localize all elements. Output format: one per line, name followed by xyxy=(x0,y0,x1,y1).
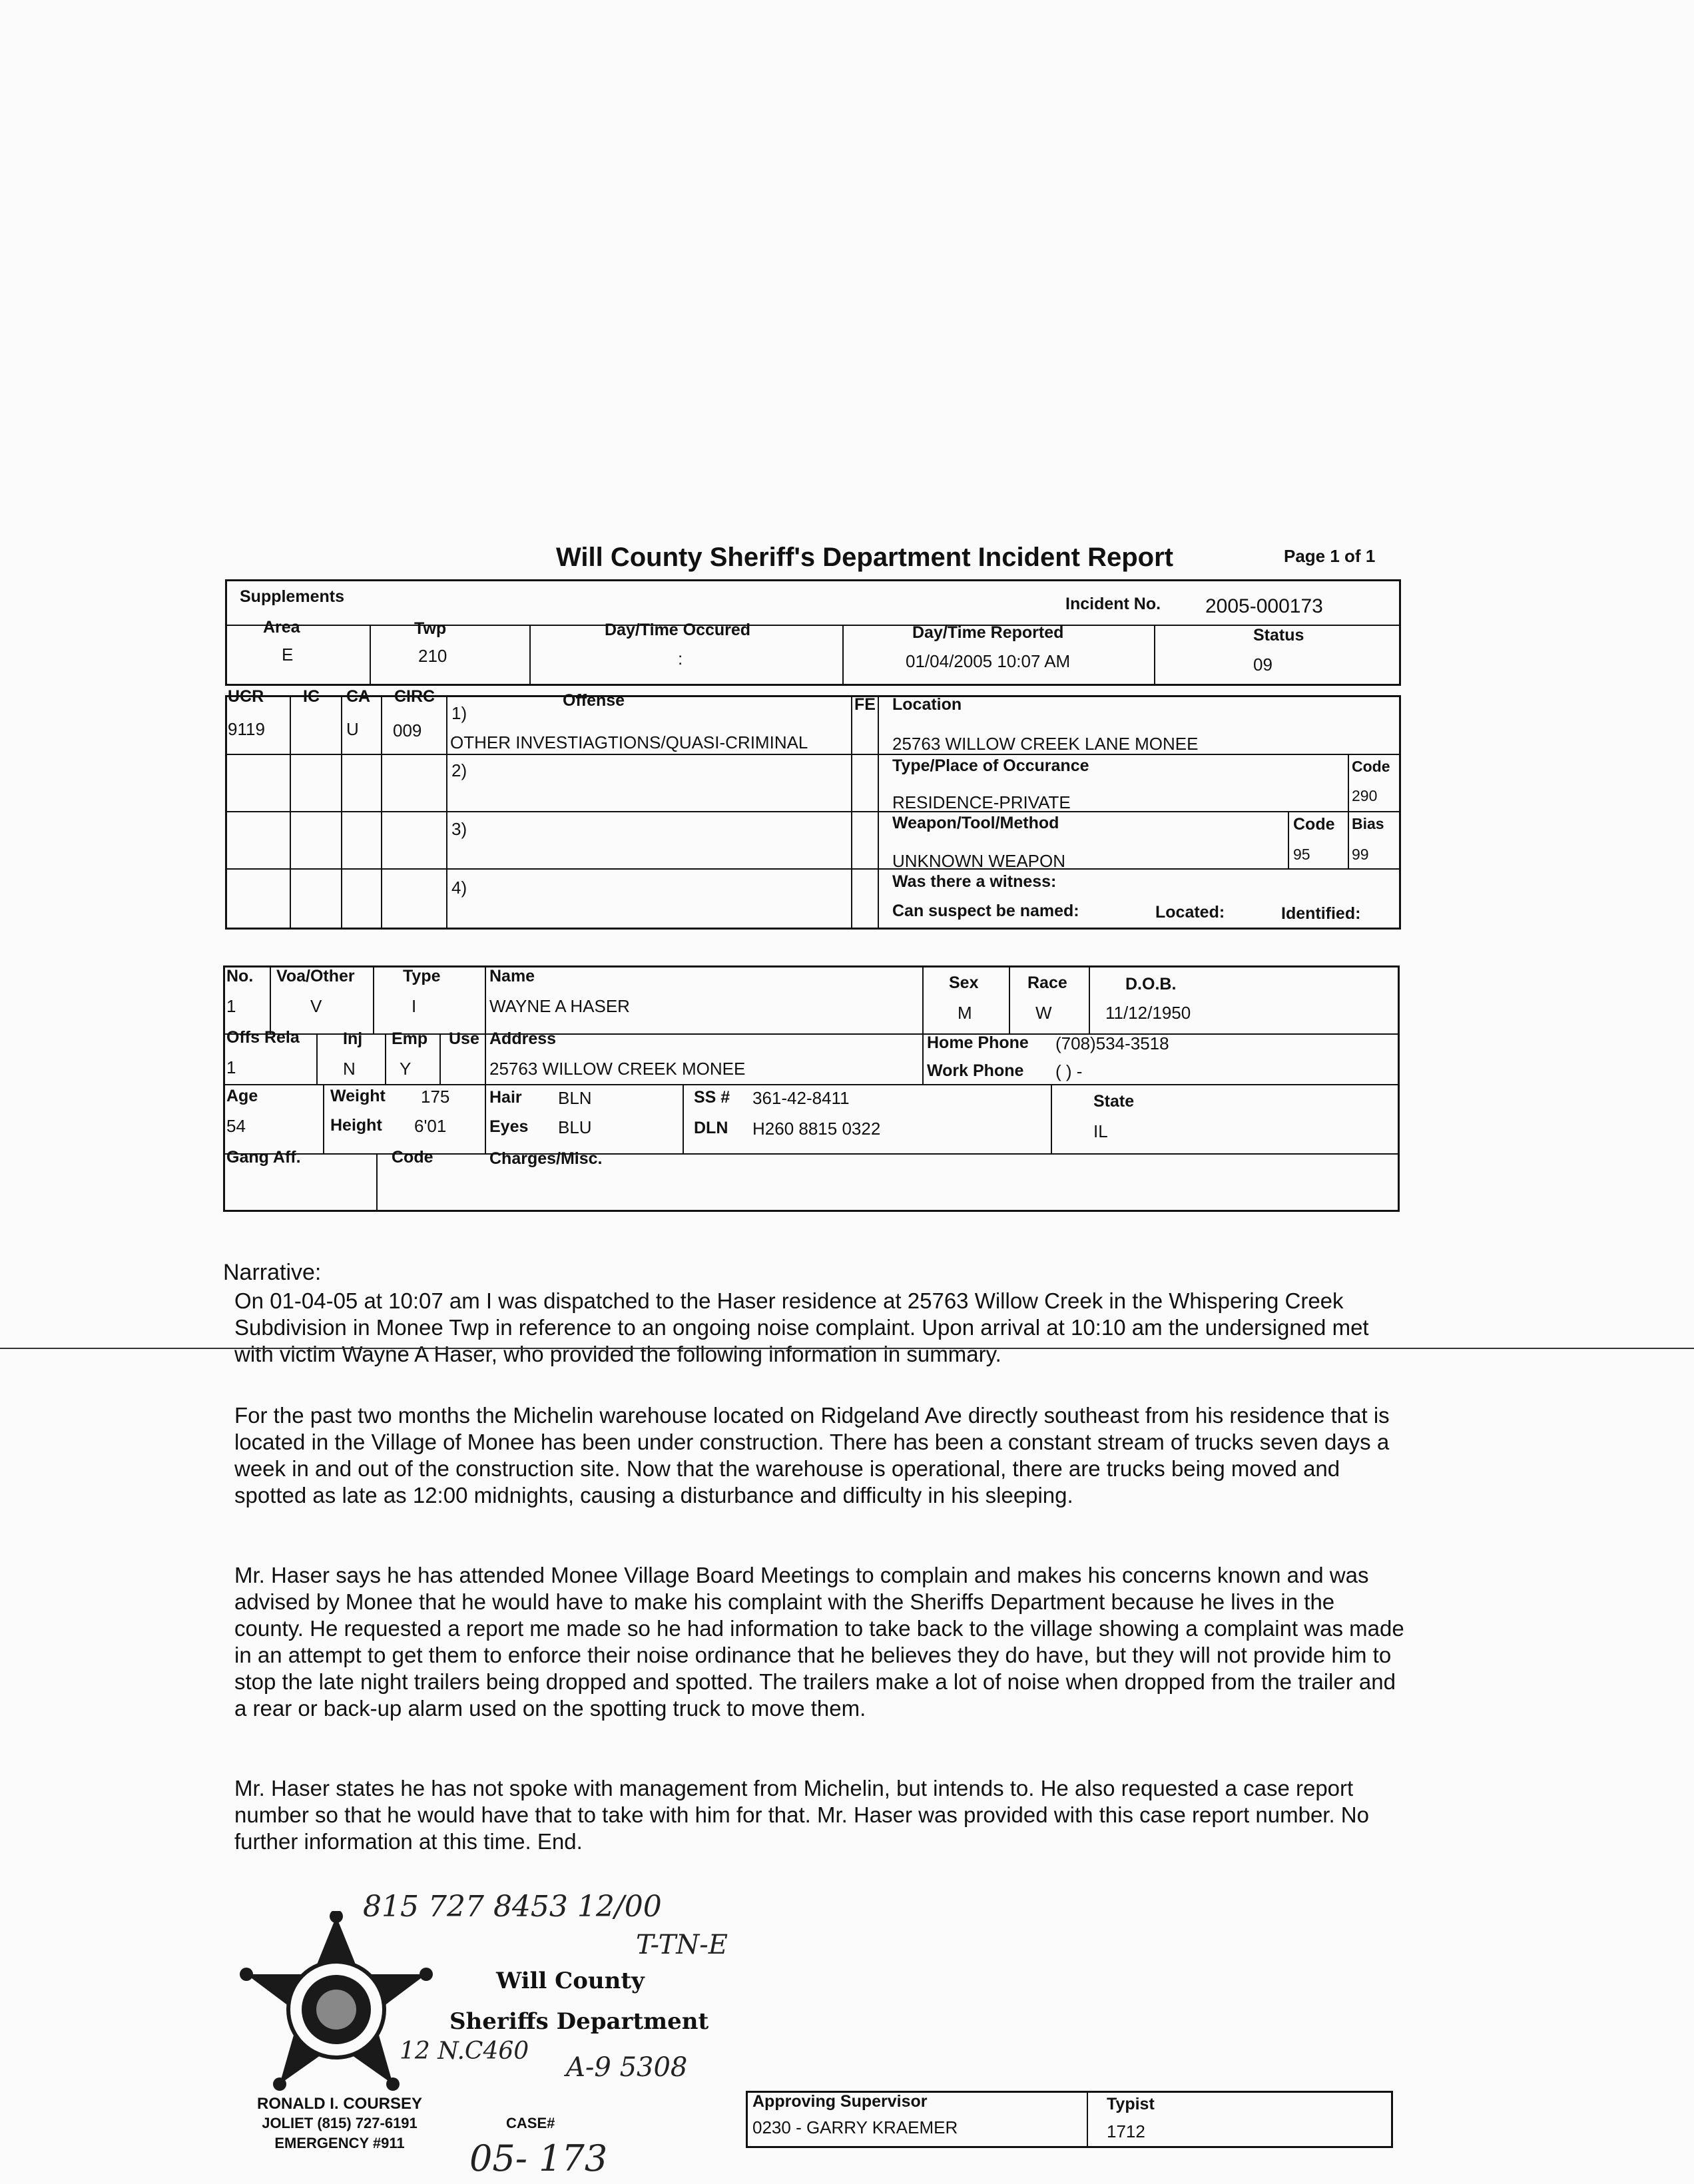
status-label: Status xyxy=(1253,626,1304,645)
use-label: Use xyxy=(449,1029,479,1048)
offense-label: Offense xyxy=(563,691,625,710)
name-label: Name xyxy=(489,967,535,985)
hair-value: BLN xyxy=(558,1088,592,1108)
state-value: IL xyxy=(1093,1121,1108,1141)
charges-label: Charges/Misc. xyxy=(489,1149,603,1168)
work-phone-value: ( ) - xyxy=(1055,1061,1083,1081)
twp-label: Twp xyxy=(414,619,447,638)
name-value: WAYNE A HASER xyxy=(489,996,630,1016)
hair-label: Hair xyxy=(489,1088,522,1107)
fe-label: FE xyxy=(854,695,876,714)
ic-label: IC xyxy=(303,687,320,706)
typist-label: Typist xyxy=(1107,2095,1155,2113)
home-phone-value: (708)534-3518 xyxy=(1055,1033,1169,1053)
sheriff-emergency: EMERGENCY #911 xyxy=(274,2135,405,2151)
handwritten-phone: 815 727 8453 12/00 xyxy=(363,1890,662,1924)
type-place-label: Type/Place of Occurance xyxy=(892,756,1089,775)
handwritten-code: T-TN-E xyxy=(636,1930,728,1960)
status-value: 09 xyxy=(1253,655,1272,675)
circ-value: 009 xyxy=(393,720,422,740)
home-phone-label: Home Phone xyxy=(927,1033,1029,1052)
weapon-code-label: Code xyxy=(1293,815,1335,834)
location-value: 25763 WILLOW CREEK LANE MONEE xyxy=(892,734,1199,754)
weight-label: Weight xyxy=(330,1087,386,1105)
located-label: Located: xyxy=(1155,903,1225,922)
identified-label: Identified: xyxy=(1281,904,1361,923)
sex-value: M xyxy=(958,1003,972,1023)
offs-rela-value: 1 xyxy=(226,1057,236,1077)
page-number: Page 1 of 1 xyxy=(1284,546,1376,566)
inj-label: Inj xyxy=(343,1029,363,1048)
incident-no-label: Incident No. xyxy=(1065,595,1161,613)
reported-label: Day/Time Reported xyxy=(912,623,1064,642)
dob-value: 11/12/1950 xyxy=(1105,1003,1191,1023)
incident-number: 2005-000173 xyxy=(1205,595,1323,617)
gang-label: Gang Aff. xyxy=(226,1148,301,1167)
type-code-value: 290 xyxy=(1352,787,1378,804)
area-label: Area xyxy=(263,618,300,637)
offense-number-1: 1) xyxy=(451,703,467,723)
narrative-paragraph-4: Mr. Haser states he has not spoke with management from Michelin, but intends to. He also requested a case report number so that he would have that to take with him for that. Mr. Haser was provided with this case report number. No further information at this time. End. xyxy=(234,1776,1369,1854)
stamp-will-county: Will County xyxy=(496,1968,645,1994)
weight-value: 175 xyxy=(421,1087,450,1107)
ucr-value: 9119 xyxy=(228,719,265,739)
type-value: I xyxy=(412,996,417,1016)
ucr-label: UCR xyxy=(228,687,264,706)
no-label: No. xyxy=(226,967,254,985)
ca-label: CA xyxy=(346,687,371,706)
dln-value: H260 8815 0322 xyxy=(752,1119,881,1139)
twp-value: 210 xyxy=(418,646,447,666)
inj-value: N xyxy=(343,1059,356,1079)
location-label: Location xyxy=(892,695,962,714)
supervisor-label: Approving Supervisor xyxy=(752,2092,928,2111)
reported-value: 01/04/2005 10:07 AM xyxy=(906,651,1071,671)
sheriff-phone: JOLIET (815) 727-6191 xyxy=(262,2115,418,2131)
dob-label: D.O.B. xyxy=(1125,975,1177,993)
witness-label: Was there a witness: xyxy=(892,872,1057,891)
supplements-label: Supplements xyxy=(240,587,344,606)
ss-value: 361-42-8411 xyxy=(752,1088,850,1108)
occured-value: : xyxy=(678,649,683,669)
narrative-heading: Narrative: xyxy=(223,1260,322,1285)
stamp-sheriffs-department: Sheriffs Department xyxy=(449,2008,709,2035)
gang-code-label: Code xyxy=(392,1148,433,1167)
scan-artifact-line xyxy=(0,1348,1694,1349)
offense-number-3: 3) xyxy=(451,819,467,839)
suspect-label: Can suspect be named: xyxy=(892,902,1079,920)
occured-label: Day/Time Occured xyxy=(605,621,751,639)
emp-label: Emp xyxy=(392,1029,428,1048)
height-value: 6'01 xyxy=(414,1116,447,1136)
emp-value: Y xyxy=(400,1059,412,1079)
weapon-label: Weapon/Tool/Method xyxy=(892,814,1059,832)
offs-rela-label: Offs Rela xyxy=(226,1028,300,1047)
address-value: 25763 WILLOW CREEK MONEE xyxy=(489,1059,746,1079)
sheriff-star-seal-icon xyxy=(226,1911,446,2104)
narrative-paragraph-1: On 01-04-05 at 10:07 am I was dispatched to the Haser residence at 25763 Willow Creek in the Whispering Creek Subdivision in Monee Twp in reference to an ongoing noise complaint. Upon arrival at 10:10 am the undersigned met with victim Wayne A Haser, who provided the following information in summary. xyxy=(234,1288,1369,1366)
report-title: Will County Sheriff's Department Incident Report xyxy=(556,543,1173,572)
dln-label: DLN xyxy=(694,1119,728,1137)
eyes-label: Eyes xyxy=(489,1117,529,1136)
handwritten-case-number: 05- 173 xyxy=(469,2137,608,2179)
ss-label: SS # xyxy=(694,1088,730,1107)
narrative-paragraph-2: For the past two months the Michelin warehouse located on Ridgeland Ave directly southeast from his residence that is located in the Village of Monee has been under construction. There has been a constant stream of trucks seven days a week in and out of the construction site. Now that the warehouse is operational, there are trucks being moved and spotted as late as 12:00 midnights, causing a disturbance and difficulty in his sleeping. xyxy=(234,1403,1390,1507)
type-label: Type xyxy=(403,967,441,985)
state-label: State xyxy=(1093,1092,1135,1111)
supervisor-value: 0230 - GARRY KRAEMER xyxy=(752,2117,958,2137)
voa-label: Voa/Other xyxy=(276,967,355,985)
race-label: Race xyxy=(1027,973,1067,992)
sheriff-name: RONALD I. COURSEY xyxy=(256,2095,422,2113)
type-place-value: RESIDENCE-PRIVATE xyxy=(892,792,1071,812)
offense-1-value: OTHER INVESTIAGTIONS/QUASI-CRIMINAL xyxy=(450,732,808,752)
weapon-value: UNKNOWN WEAPON xyxy=(892,851,1065,871)
area-value: E xyxy=(282,645,294,665)
work-phone-label: Work Phone xyxy=(927,1061,1024,1080)
weapon-code-value: 95 xyxy=(1293,846,1310,863)
race-value: W xyxy=(1035,1003,1052,1023)
offense-number-4: 4) xyxy=(451,878,467,898)
ca-value: U xyxy=(346,719,359,739)
height-label: Height xyxy=(330,1116,382,1135)
bias-value: 99 xyxy=(1352,846,1369,863)
case-label: CASE# xyxy=(506,2115,555,2131)
no-value: 1 xyxy=(226,996,236,1016)
age-label: Age xyxy=(226,1087,258,1105)
eyes-value: BLU xyxy=(558,1117,592,1137)
voa-value: V xyxy=(310,996,322,1016)
age-value: 54 xyxy=(226,1116,246,1136)
type-code-label: Code xyxy=(1352,758,1390,775)
narrative-paragraph-3: Mr. Haser says he has attended Monee Village Board Meetings to complain and makes his concerns known and was advised by Monee that he would have to make his complaint with the Sheriffs Department because he lives in the county. He requested a report me made so he had information to take back to the village showing a complaint was made in an attempt to get them to enforce their noise ordinance that he believes they do have, but they will not provide him to stop the late night trailers being dropped and spotted. The trailers make a lot of noise when dropped from the trailer and a rear or back-up alarm used on the spotting truck to move them. xyxy=(234,1563,1404,1721)
typist-value: 1712 xyxy=(1107,2121,1145,2141)
bias-label: Bias xyxy=(1352,815,1384,832)
sex-label: Sex xyxy=(949,973,979,992)
address-label: Address xyxy=(489,1029,557,1048)
offense-number-2: 2) xyxy=(451,760,467,780)
handwritten-number: 12 N.C460 xyxy=(400,2038,529,2065)
circ-label: CIRC xyxy=(394,687,435,706)
handwritten-badge: A-9 5308 xyxy=(566,2052,688,2083)
